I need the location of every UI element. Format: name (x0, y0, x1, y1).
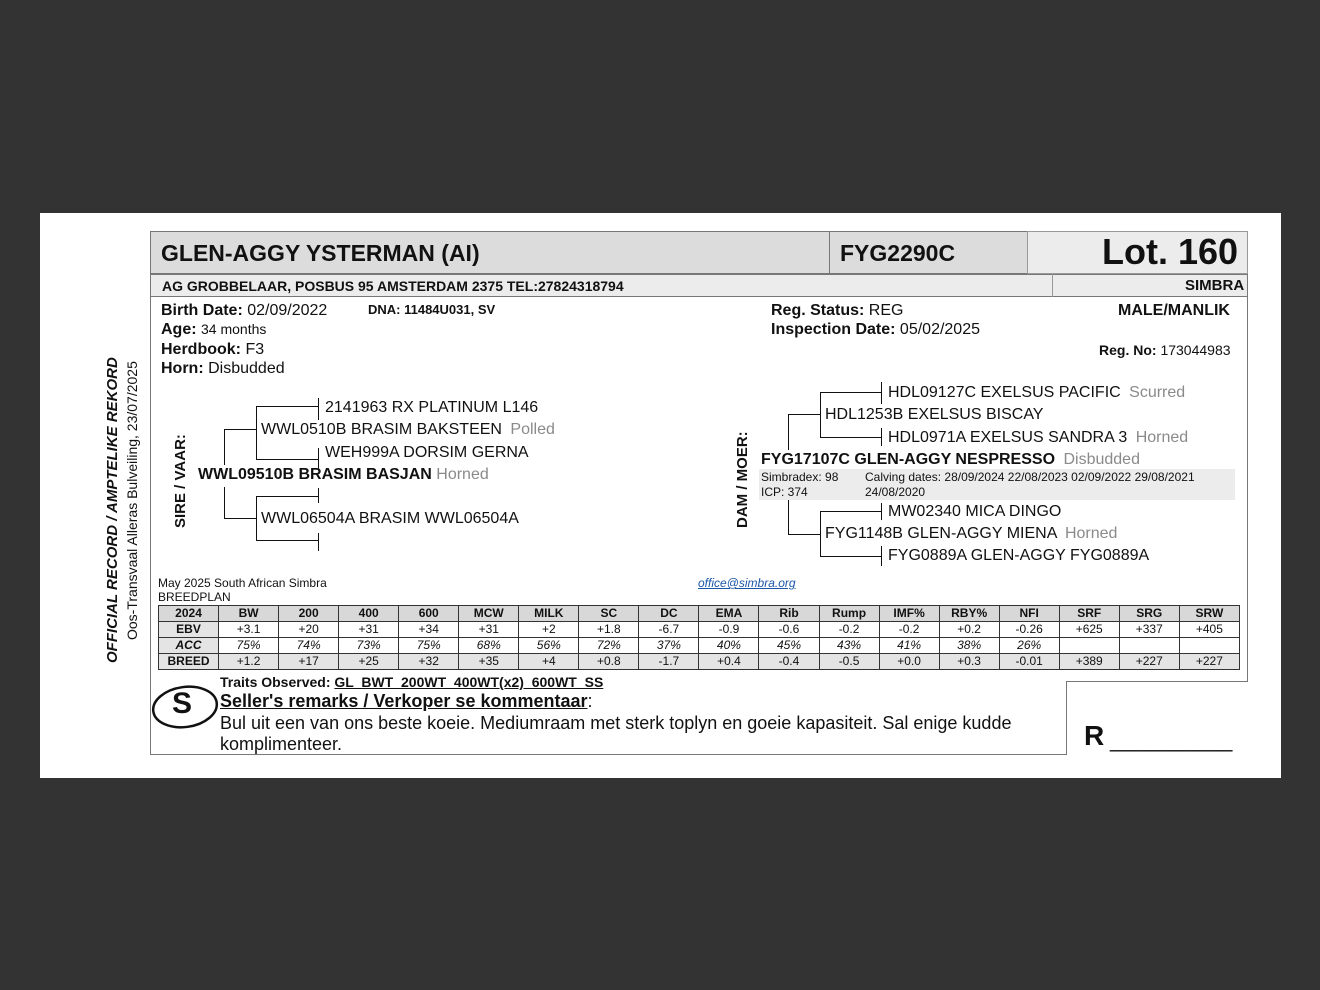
ebv-cell: +0.3 (939, 654, 999, 670)
remarks-line-2: komplimenteer. (220, 734, 343, 754)
ebv-cell: -0.5 (819, 654, 879, 670)
ebv-header-row (159, 606, 1240, 622)
sire-name: WWL09510B BRASIM BASJAN Horned (198, 466, 489, 483)
ebv-row-acc (159, 638, 1240, 654)
official-record-label: OFFICIAL RECORD / AMPTELIKE REKORD (104, 357, 121, 663)
inspection-date: Inspection Date: 05/02/2025 (771, 321, 980, 338)
calving-dates-2: 24/08/2020 (865, 485, 926, 499)
ebv-cell: +1.2 (219, 654, 279, 670)
remarks-line-1: Bul uit een van ons beste koeie. Mediumraam met sterk toplyn en goeie kapasiteit. Sal enige kudde (220, 713, 1012, 733)
ebv-cell (1059, 638, 1119, 654)
ebv-cell: +32 (399, 654, 459, 670)
ebv-header-cell: Rib (759, 606, 819, 622)
ebv-cell: +0.0 (879, 654, 939, 670)
reg-status: Reg. Status: REG (771, 302, 904, 319)
ebv-cell: +405 (1179, 622, 1239, 638)
ebv-cell: +1.8 (579, 622, 639, 638)
ebv-cell: -6.7 (639, 622, 699, 638)
dam-dam: FYG1148B GLEN-AGGY MIENA Horned (825, 525, 1118, 542)
age: Age: 34 months (161, 321, 267, 338)
ebv-cell: -0.4 (759, 654, 819, 670)
sire-sire-name: 2141963 RX PLATINUM L146 (325, 399, 539, 416)
ebv-cell: 56% (519, 638, 579, 654)
dam-label: DAM / MOER: (734, 431, 751, 528)
lot-number: Lot. 160 (1102, 231, 1239, 272)
icp: ICP: 374 (761, 485, 808, 499)
ebv-cell: +0.4 (699, 654, 759, 670)
ebv-row-ebv (159, 622, 1240, 638)
ebv-cell: +0.8 (579, 654, 639, 670)
dna-info: DNA: 11484U031, SV (368, 302, 496, 317)
herdbook: Herdbook: F3 (161, 341, 265, 358)
simbradex: Simbradex: 98 (761, 470, 839, 484)
ebv-cell: +17 (279, 654, 339, 670)
ebv-cell: 38% (939, 638, 999, 654)
ebv-header-cell: MCW (459, 606, 519, 622)
ebv-cell: -0.2 (819, 622, 879, 638)
ebv-cell: +20 (279, 622, 339, 638)
email-link[interactable]: office@simbra.org (698, 576, 796, 590)
ebv-header-cell: EMA (699, 606, 759, 622)
ebv-header-cell: 400 (339, 606, 399, 622)
ebv-cell: 74% (279, 638, 339, 654)
ebv-header-cell: Rump (819, 606, 879, 622)
ebv-cell: 68% (459, 638, 519, 654)
ebv-cell: -0.9 (699, 622, 759, 638)
ebv-row-breed (159, 654, 1240, 670)
ebv-cell: +31 (459, 622, 519, 638)
dam-sire-dam: HDL0971A EXELSUS SANDRA 3 Horned (888, 429, 1189, 446)
animal-id: FYG2290C (840, 240, 956, 266)
auction-name: Oos-Transvaal Alleras Bulveiling, 23/07/2025 (124, 361, 140, 640)
ebv-cell: +0.2 (939, 622, 999, 638)
dam-sire-sire: HDL09127C EXELSUS PACIFIC Scurred (888, 384, 1186, 401)
remarks-title: Seller's remarks / Verkoper se kommentaar: (220, 691, 593, 711)
ebv-header-cell: BW (219, 606, 279, 622)
ebv-cell: -0.01 (999, 654, 1059, 670)
ebv-cell: 73% (339, 638, 399, 654)
ebv-header-cell: 600 (399, 606, 459, 622)
ebv-header-cell: 200 (279, 606, 339, 622)
dam-sire-name: HDL1253B EXELSUS BISCAY (825, 406, 1044, 423)
ebv-cell: +227 (1179, 654, 1239, 670)
ebv-header-cell: SRW (1179, 606, 1239, 622)
ebv-cell: 37% (639, 638, 699, 654)
ebv-cell: +35 (459, 654, 519, 670)
ebv-cell: 75% (399, 638, 459, 654)
ebv-row-label: BREED (159, 654, 219, 670)
ebv-header-cell: SRG (1119, 606, 1179, 622)
sire-dam: WWL06504A BRASIM WWL06504A (261, 510, 519, 527)
ebv-header-cell: RBY% (939, 606, 999, 622)
ebv-cell: +625 (1059, 622, 1119, 638)
ebv-cell: +389 (1059, 654, 1119, 670)
ebv-header-cell: SC (579, 606, 639, 622)
ebv-source: May 2025 South African Simbra (158, 576, 327, 590)
ebv-cell (1179, 638, 1239, 654)
ebv-cell: -0.26 (999, 622, 1059, 638)
ebv-header-cell: MILK (519, 606, 579, 622)
sire-dam-name: WEH999A DORSIM GERNA (325, 444, 529, 461)
ebv-header-cell: NFI (999, 606, 1059, 622)
sire-sire: WWL0510B BRASIM BAKSTEEN Polled (261, 421, 555, 438)
ebv-table (158, 605, 1240, 670)
dam-name: FYG17107C GLEN-AGGY NESPRESSO Disbudded (761, 451, 1140, 468)
dam-dam-sire: MW02340 MICA DINGO (888, 503, 1062, 520)
dam-dam-dam: FYG0889A GLEN-AGGY FYG0889A (888, 547, 1150, 564)
ebv-cell: 43% (819, 638, 879, 654)
ebv-cell: +25 (339, 654, 399, 670)
ebv-cell: -0.6 (759, 622, 819, 638)
ebv-row-label: EBV (159, 622, 219, 638)
reg-number: Reg. No: 173044983 (1099, 342, 1231, 358)
ebv-header-cell: IMF% (879, 606, 939, 622)
ebv-cell: +337 (1119, 622, 1179, 638)
ebv-cell: -0.2 (879, 622, 939, 638)
horn-status: Horn: Disbudded (161, 360, 285, 377)
simbra-logo: S (150, 684, 220, 730)
owner-info: AG GROBBELAAR, POSBUS 95 AMSTERDAM 2375 TEL:27824318794 (162, 278, 624, 294)
animal-name: GLEN-AGGY YSTERMAN (AI) (161, 240, 480, 266)
ebv-cell: 75% (219, 638, 279, 654)
breedplan-label: BREEDPLAN (158, 590, 231, 604)
calving-dates: Calving dates: 28/09/2024 22/08/2023 02/09/2022 29/08/2021 (865, 470, 1195, 484)
ebv-cell: -1.7 (639, 654, 699, 670)
price-label: R (1084, 720, 1105, 751)
ebv-header-cell: SRF (1059, 606, 1119, 622)
ebv-cell: +4 (519, 654, 579, 670)
ebv-row-label: ACC (159, 638, 219, 654)
traits-observed: Traits Observed: GL BWT 200WT 400WT(x2) 600WT SS (220, 674, 604, 690)
birth-date: Birth Date: 02/09/2022 (161, 302, 328, 319)
ebv-cell: +3.1 (219, 622, 279, 638)
ebv-cell: 45% (759, 638, 819, 654)
ebv-header-cell: 2024 (159, 606, 219, 622)
ebv-cell: +31 (339, 622, 399, 638)
ebv-cell (1119, 638, 1179, 654)
ebv-cell: 40% (699, 638, 759, 654)
ebv-cell: +2 (519, 622, 579, 638)
breed: SIMBRA (1185, 277, 1245, 294)
ebv-cell: +34 (399, 622, 459, 638)
ebv-cell: 41% (879, 638, 939, 654)
ebv-cell: 26% (999, 638, 1059, 654)
sex: MALE/MANLIK (1118, 302, 1230, 319)
price-blank[interactable]: __________ (1110, 727, 1233, 752)
sire-label: SIRE / VAAR: (172, 434, 189, 528)
ebv-cell: +227 (1119, 654, 1179, 670)
ebv-cell: 72% (579, 638, 639, 654)
ebv-header-cell: DC (639, 606, 699, 622)
